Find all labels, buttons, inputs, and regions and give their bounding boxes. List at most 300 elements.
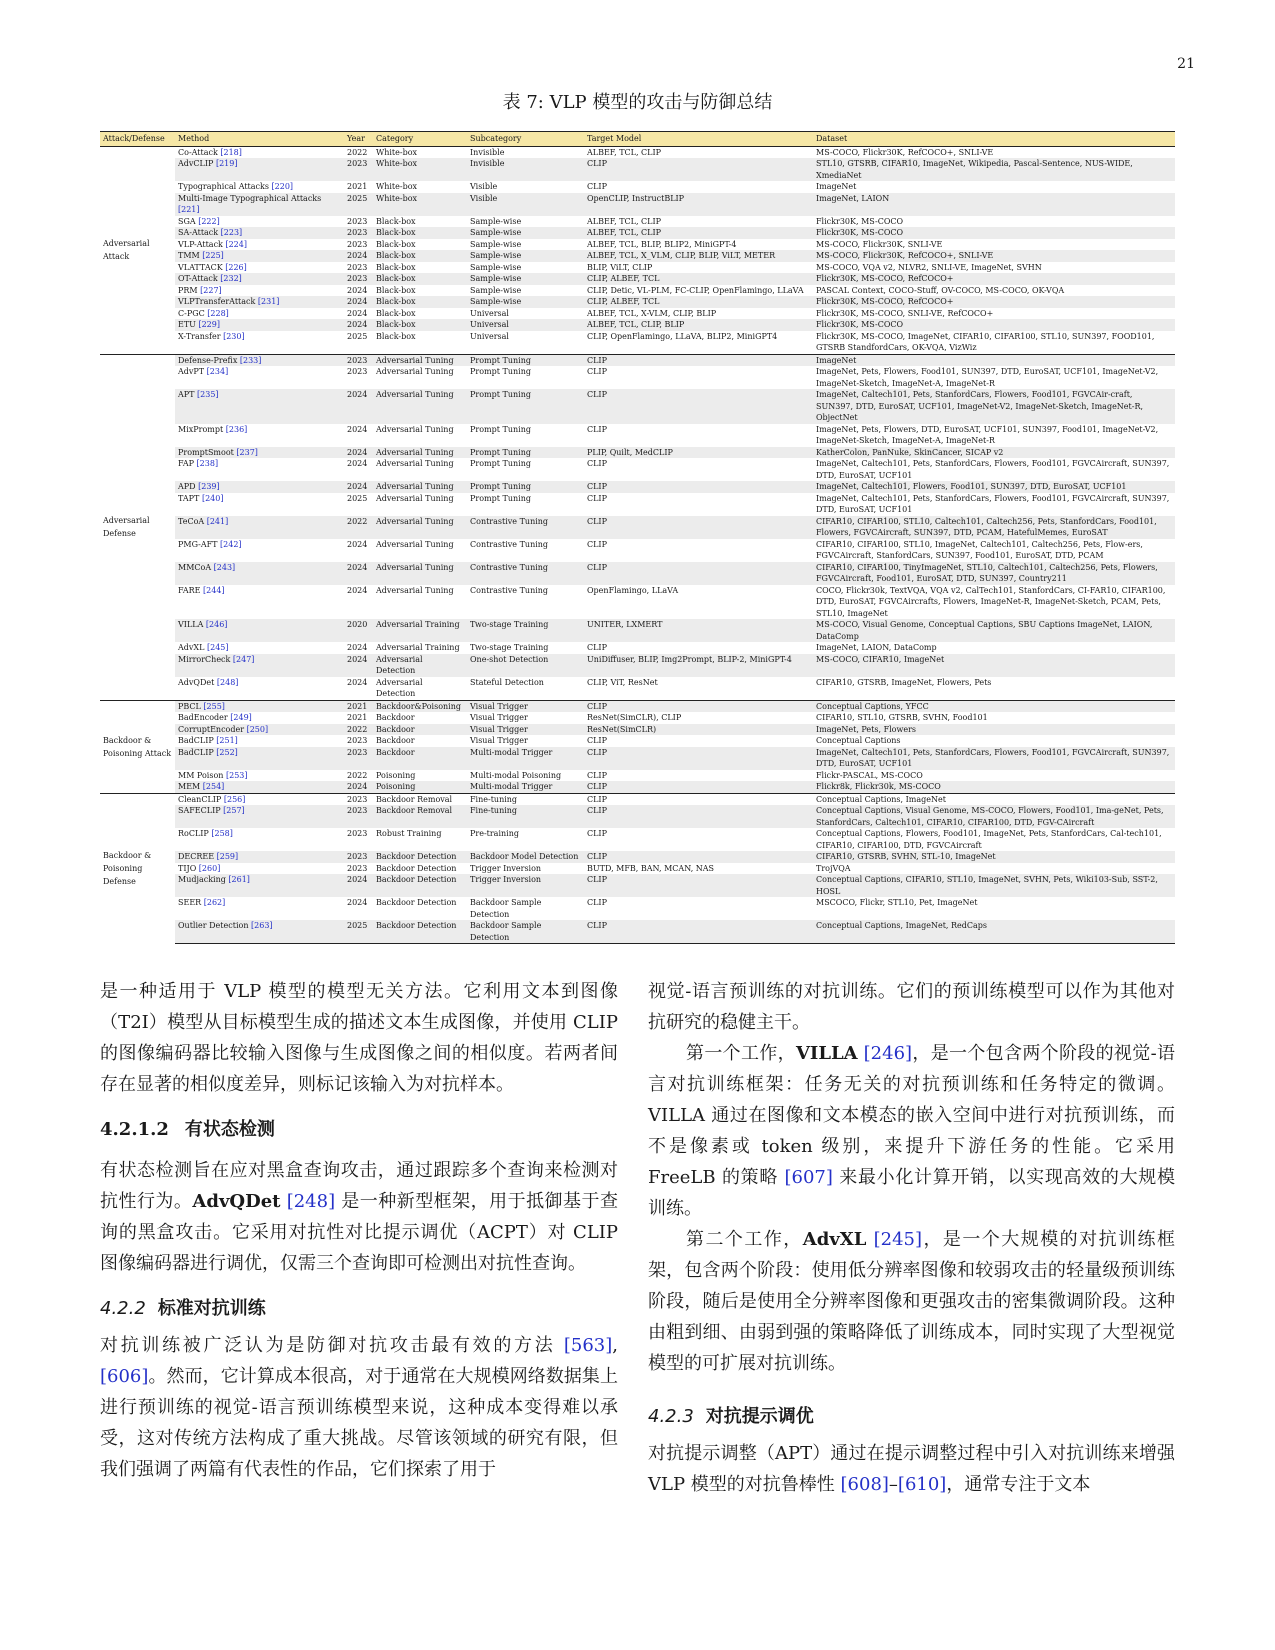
- citation-link[interactable]: [240]: [199, 493, 224, 503]
- citation-link[interactable]: [235]: [194, 390, 219, 399]
- col-header: Year: [347, 134, 365, 143]
- table-row: [100, 770, 1175, 782]
- category-cell: Backdoor: [376, 736, 415, 745]
- method-cell: [175, 735, 344, 747]
- paragraph: 视觉-语言预训练的对抗训练。它们的预训练模型可以作为其他对抗研究的稳健主干。: [648, 981, 1175, 1033]
- method-cell: [175, 308, 344, 320]
- citation-link[interactable]: [231]: [255, 297, 280, 306]
- method-name: BadCLIP: [178, 736, 214, 745]
- year-cell: 2023: [347, 367, 368, 376]
- citation-link[interactable]: [606]: [100, 1366, 149, 1387]
- category-cell: Backdoor Detection: [373, 851, 467, 863]
- category-cell: White-box: [373, 193, 467, 216]
- target-model-cell: CLIP: [584, 851, 813, 863]
- dataset-cell: Flickr30K, MS-COCO, RefCOCO+: [813, 296, 1175, 308]
- citation-link[interactable]: [262]: [201, 898, 226, 907]
- table-body: [100, 146, 1175, 944]
- method-name: MixPrompt: [178, 424, 224, 434]
- category-cell: Adversarial Tuning: [373, 562, 467, 585]
- subcategory-cell: Two-stage Training: [470, 643, 549, 652]
- subsection-heading: [100, 1293, 618, 1324]
- method-name: CleanCLIP: [178, 794, 222, 804]
- citation-link[interactable]: [225]: [199, 251, 224, 260]
- method-name: PRM: [178, 285, 198, 295]
- heading-number: 4.2.2: [100, 1298, 146, 1319]
- citation-link[interactable]: [221]: [178, 205, 200, 214]
- subcategory-cell: Sample-wise: [470, 239, 522, 249]
- method-name: FARE: [178, 585, 201, 595]
- subcategory-cell: Stateful Detection: [470, 677, 544, 687]
- target-model-cell: ALBEF, TCL, X-VLM, CLIP, BLIP: [587, 308, 717, 318]
- target-model-cell: CLIP, ALBEF, TCL: [584, 296, 813, 308]
- dataset-cell: MSCOCO, Flickr, STL10, Pet, ImageNet: [816, 898, 978, 907]
- method-cell: [175, 863, 344, 875]
- method-cell: [175, 724, 344, 736]
- table-row: [100, 181, 1175, 193]
- citation-link[interactable]: [229]: [195, 320, 220, 329]
- year-cell: 2023: [347, 239, 368, 249]
- col-header: Target Model: [587, 134, 642, 143]
- table-row: [100, 424, 1175, 447]
- year-cell: 2023: [344, 747, 373, 770]
- table-row: [100, 805, 1175, 828]
- subcategory-cell: Fine-tuning: [467, 805, 584, 828]
- table-row: [100, 146, 1175, 158]
- target-model-cell: ResNet(SimCLR): [584, 724, 813, 736]
- subcategory-cell: Backdoor Sample Detection: [470, 898, 542, 919]
- citation-link[interactable]: [610]: [897, 1474, 947, 1495]
- method-name: X-Transfer: [178, 331, 221, 341]
- citation-link[interactable]: [227]: [197, 285, 222, 295]
- target-model-cell: ResNet(SimCLR), CLIP: [587, 713, 682, 722]
- citation-link[interactable]: [255]: [200, 701, 225, 711]
- method-cell: [175, 516, 344, 539]
- citation-link[interactable]: [218]: [217, 147, 242, 157]
- citation-link[interactable]: [233]: [237, 355, 262, 365]
- method-cell: [175, 331, 344, 355]
- table-row: [100, 863, 1175, 875]
- method-name: VILLA: [178, 620, 204, 629]
- table-row: [100, 712, 1175, 724]
- category-cell: White-box: [373, 158, 467, 181]
- citation-link[interactable]: [246]: [863, 1043, 913, 1064]
- year-cell: 2024: [347, 459, 368, 468]
- subcategory-cell: Universal: [470, 308, 509, 318]
- method-name: PBCL: [178, 701, 201, 711]
- year-cell: 2023: [344, 273, 373, 285]
- method-cell: [175, 642, 344, 654]
- method-cell: [175, 227, 344, 239]
- dataset-cell: CIFAR10, CIFAR100, STL10, Caltech101, Caltech256, Pets, StanfordCars, Food101, Flowers, FGVCAircraft, SUN397, DTD, PCAM, HatefulMemes, EuroSAT: [813, 516, 1175, 539]
- method-cell: [175, 585, 344, 620]
- method-name: Typographical Attacks: [178, 182, 269, 191]
- target-model-cell: CLIP: [584, 562, 813, 585]
- method-name: Outlier Detection: [178, 921, 249, 930]
- method-name: TIJO: [178, 863, 197, 873]
- heading-title: 对抗提示调优: [705, 1406, 814, 1427]
- method-name: AdvPT: [178, 367, 205, 376]
- category-cell: Adversarial Tuning: [373, 481, 467, 493]
- dataset-cell: CIFAR10, CIFAR100, TinyImageNet, STL10, Caltech101, Caltech256, Pets, Flowers, FGVCAircraft, Food101, EuroSAT, DTD, SUN397, Country211: [813, 562, 1175, 585]
- dataset-cell: Flickr30K, MS-COCO: [816, 216, 904, 226]
- paragraph: [100, 1155, 618, 1279]
- year-cell: 2024: [347, 285, 368, 295]
- subcategory-cell: Visual Trigger: [467, 700, 584, 712]
- citation-link[interactable]: [237]: [233, 447, 258, 457]
- table-row: [100, 874, 1175, 897]
- dataset-cell: ImageNet, Pets, Flowers, Food101, SUN397, DTD, EuroSAT, UCF101, ImageNet-V2, ImageNet-Sketch, ImageNet-A, ImageNet-R: [816, 367, 1159, 388]
- year-cell: 2023: [344, 793, 373, 805]
- table-row: [100, 158, 1175, 181]
- subcategory-cell: Backdoor Model Detection: [467, 851, 584, 863]
- year-cell: 2025: [347, 331, 368, 341]
- year-cell: 2024: [344, 296, 373, 308]
- citation-link[interactable]: [608]: [840, 1474, 889, 1495]
- citation-link[interactable]: [248]: [286, 1191, 336, 1212]
- category-cell: Black-box: [376, 285, 416, 295]
- text-run: 第二个工作，: [686, 1229, 803, 1250]
- category-cell: Adversarial Tuning: [376, 459, 454, 468]
- category-cell: Poisoning: [376, 770, 416, 780]
- citation-link[interactable]: [223]: [218, 228, 243, 237]
- citation-link[interactable]: [258]: [208, 829, 233, 838]
- category-cell: Adversarial Tuning: [376, 424, 454, 434]
- citation-link[interactable]: [260]: [196, 863, 221, 873]
- dataset-cell: ImageNet: [813, 354, 1175, 366]
- citation-link[interactable]: [236]: [223, 424, 248, 434]
- citation-link[interactable]: [259]: [214, 852, 239, 861]
- method-cell: [175, 389, 344, 424]
- citation-link[interactable]: [243]: [211, 562, 236, 572]
- method-name: OT-Attack: [178, 274, 218, 283]
- dataset-cell: Flickr30K, MS-COCO, RefCOCO+: [813, 273, 1175, 285]
- category-cell: Backdoor&Poisoning: [373, 700, 467, 712]
- category-cell: Backdoor Detection: [376, 863, 457, 873]
- paragraph: 是一种适用于 VLP 模型的模型无关方法。它利用文本到图像（T2I）模型从目标模型生成的描述文本生成图像，并使用 CLIP 的图像编码器比较输入图像与生成图像之间的相似度。若两者间存在显著的相似度差异，则标记该输入为对抗样本。: [100, 981, 618, 1095]
- text-run: 。然而，它计算成本很高，对于通常在大规模网络数据集上进行预训练的视觉-语言预训练模型来说，这种成本变得难以承受，这对传统方法构成了重大挑战。尽管该领域的研究有限，但我们强调了两篇有代表性的作品，它们探索了用于: [100, 1366, 618, 1480]
- category-cell: Black-box: [376, 308, 416, 318]
- table-row: [100, 677, 1175, 701]
- target-model-cell: BLIP, ViLT, CLIP: [587, 262, 653, 272]
- method-name: SEER: [178, 898, 202, 907]
- year-cell: 2025: [344, 920, 373, 944]
- citation-link[interactable]: [251]: [213, 736, 238, 745]
- method-cell: [175, 897, 344, 920]
- category-cell: Backdoor Removal: [373, 805, 467, 828]
- group-label: Adversarial Defense: [100, 354, 175, 700]
- target-model-cell: CLIP, ViT, ResNet: [587, 677, 658, 687]
- citation-link[interactable]: [261]: [225, 875, 250, 884]
- category-cell: Adversarial Tuning: [373, 516, 467, 539]
- citation-link[interactable]: [257]: [220, 806, 245, 815]
- text-run: 来最小化计算开销，以实现高效的大规模训练。: [648, 1167, 1175, 1219]
- year-cell: 2024: [344, 481, 373, 493]
- year-cell: 2024: [344, 874, 373, 897]
- method-name: MEM: [178, 782, 201, 791]
- table-row: [100, 793, 1175, 805]
- category-cell: Adversarial Tuning: [373, 447, 467, 459]
- heading-number: 4.2.3: [648, 1406, 694, 1427]
- subcategory-cell: Visible: [470, 182, 498, 191]
- table-caption: 表 7: VLP 模型的攻击与防御总结: [502, 92, 773, 113]
- year-cell: 2021: [347, 182, 368, 191]
- target-model-cell: OpenCLIP, InstructBLIP: [584, 193, 813, 216]
- citation-link[interactable]: [241]: [204, 516, 229, 526]
- subcategory-cell: Visual Trigger: [470, 713, 528, 722]
- method-cell: [175, 146, 344, 158]
- subcategory-cell: Prompt Tuning: [467, 354, 584, 366]
- dataset-cell: ImageNet: [816, 182, 857, 191]
- category-cell: Backdoor Detection: [373, 874, 467, 897]
- subcategory-cell: Multi-modal Poisoning: [470, 770, 562, 780]
- table-row: [100, 828, 1175, 851]
- citation-link[interactable]: [222]: [195, 216, 220, 226]
- table-row: [100, 562, 1175, 585]
- method-name: RoCLIP: [178, 829, 209, 838]
- citation-link[interactable]: [253]: [223, 770, 248, 780]
- citation-link[interactable]: [239]: [195, 482, 220, 491]
- method-name: MM Poison: [178, 770, 224, 780]
- subcategory-cell: One-shot Detection: [467, 654, 584, 677]
- year-cell: 2022: [347, 770, 368, 780]
- citation-link[interactable]: [250]: [244, 724, 269, 734]
- right-text-column: [648, 976, 1175, 1500]
- citation-link[interactable]: [248]: [214, 677, 239, 687]
- method-cell: [175, 874, 344, 897]
- year-cell: 2023: [347, 829, 368, 838]
- method-cell: [175, 770, 344, 782]
- citation-link[interactable]: [246]: [203, 620, 228, 629]
- dataset-cell: ImageNet, Pets, Flowers: [813, 724, 1175, 736]
- subcategory-cell: Multi-modal Trigger: [467, 781, 584, 793]
- citation-link[interactable]: [263]: [248, 921, 273, 930]
- subcategory-cell: Universal: [470, 331, 509, 341]
- category-cell: Backdoor Removal: [373, 793, 467, 805]
- year-cell: 2023: [344, 227, 373, 239]
- table-row: [100, 250, 1175, 262]
- subcategory-cell: Contrastive Tuning: [470, 585, 549, 595]
- dataset-cell: Flickr-PASCAL, MS-COCO: [816, 770, 923, 780]
- method-cell: [175, 747, 344, 770]
- dataset-cell: ImageNet, LAION, DataComp: [816, 643, 937, 652]
- table-row: [100, 308, 1175, 320]
- category-cell: Black-box: [373, 250, 467, 262]
- category-cell: Adversarial Tuning: [376, 493, 454, 503]
- col-header: Attack/Defense: [103, 134, 165, 143]
- method-name: AdvQDet: [178, 677, 215, 687]
- subcategory-cell: Prompt Tuning: [470, 367, 531, 376]
- target-model-cell: CLIP: [587, 493, 607, 503]
- dataset-cell: CIFAR10, STL10, GTSRB, SVHN, Food101: [816, 713, 988, 722]
- citation-link[interactable]: [245]: [204, 643, 229, 652]
- category-cell: Poisoning: [373, 781, 467, 793]
- subcategory-cell: Sample-wise: [467, 273, 584, 285]
- heading-title: 有状态检测: [184, 1119, 275, 1140]
- subcategory-cell: Sample-wise: [470, 285, 522, 295]
- citation-link[interactable]: [249]: [227, 713, 252, 722]
- dataset-cell: COCO, Flickr30k, TextVQA, VQA v2, CalTech101, StanfordCars, CI-FAR10, CIFAR100, DTD, EuroSAT, FGVCAircrafts, Flowers, ImageNet-R, ImageNet-Sketch, PCAM, Pets, STL10, ImageNet: [816, 585, 1166, 618]
- citation-link[interactable]: [607]: [784, 1167, 833, 1188]
- target-model-cell: ALBEF, TCL, BLIP, BLIP2, MiniGPT-4: [587, 239, 737, 249]
- subcategory-cell: Invisible: [467, 158, 584, 181]
- col-header: Dataset: [816, 134, 848, 143]
- dataset-cell: Conceptual Captions: [816, 736, 901, 745]
- table-row: [100, 447, 1175, 459]
- method-cell: [175, 424, 344, 447]
- method-cell: [175, 285, 344, 297]
- category-cell: Black-box: [373, 227, 467, 239]
- table-row: [100, 724, 1175, 736]
- subcategory-cell: Contrastive Tuning: [467, 562, 584, 585]
- dataset-cell: Conceptual Captions, Visual Genome, MS-COCO, Flowers, Food101, Ima-geNet, Pets, StanfordCars, Caltech101, CIFAR10, CIFAR100, DTD, FGV-CAircraft: [813, 805, 1175, 828]
- table-row: [100, 319, 1175, 331]
- target-model-cell: CLIP: [584, 516, 813, 539]
- category-cell: Robust Training: [376, 829, 442, 838]
- category-cell: Backdoor: [376, 713, 415, 722]
- table-row: [100, 516, 1175, 539]
- target-model-cell: CLIP: [584, 481, 813, 493]
- subsection-heading: [648, 1401, 1175, 1432]
- citation-link[interactable]: [220]: [268, 182, 294, 191]
- citation-link[interactable]: [219]: [213, 159, 238, 168]
- category-cell: Backdoor Detection: [373, 920, 467, 944]
- method-name: Co-Attack: [178, 147, 218, 157]
- year-cell: 2024: [347, 308, 368, 318]
- subcategory-cell: Prompt Tuning: [470, 493, 531, 503]
- citation-link[interactable]: [256]: [221, 794, 246, 804]
- target-model-cell: ALBEF, TCL, CLIP: [587, 216, 662, 226]
- dataset-cell: Conceptual Captions, CIFAR10, STL10, ImageNet, SVHN, Pets, Wiki103-Sub, SST-2, HOSL: [813, 874, 1175, 897]
- citation-link[interactable]: [234]: [204, 367, 229, 376]
- dataset-cell: TrojVQA: [816, 863, 851, 873]
- subcategory-cell: Contrastive Tuning: [467, 516, 584, 539]
- table-row: [100, 227, 1175, 239]
- category-cell: Black-box: [376, 216, 416, 226]
- method-name: AdvQDet: [192, 1191, 281, 1212]
- year-cell: 2024: [344, 654, 373, 677]
- year-cell: 2023: [347, 262, 368, 272]
- category-cell: Adversarial Tuning: [376, 585, 454, 595]
- dataset-cell: ImageNet, Pets, Flowers, DTD, EuroSAT, UCF101, SUN397, Food101, ImageNet-V2, ImageNet-Sketch, ImageNet-A, ImageNet-R: [816, 424, 1159, 445]
- table-row: [100, 216, 1175, 228]
- citation-link[interactable]: [238]: [194, 459, 219, 468]
- dataset-cell: ImageNet, Caltech101, Pets, StanfordCars, Flowers, Food101, FGVCAircraft, SUN397, DTD, EuroSAT, UCF101: [813, 747, 1175, 770]
- text-run: ，是一个包含两个阶段的视觉-语言对抗训练框架：任务无关的对抗预训练和任务特定的微调。VILLA 通过在图像和文本模态的嵌入空间中进行对抗预训练，而不是像素或 token 级别，来提升下游任务的性能。它采用 FreeLB 的策略: [648, 1043, 1175, 1188]
- method-cell: [175, 920, 344, 944]
- target-model-cell: UNITER, LXMERT: [584, 619, 813, 642]
- method-name: AdvXL: [178, 643, 205, 652]
- method-cell: [175, 493, 344, 516]
- target-model-cell: CLIP: [584, 354, 813, 366]
- citation-link[interactable]: [252]: [213, 747, 238, 757]
- target-model-cell: UniDiffuser, BLIP, Img2Prompt, BLIP-2, MiniGPT-4: [584, 654, 813, 677]
- text-run: ，是一个大规模的对抗训练框架，包含两个阶段：使用低分辨率图像和较弱攻击的轻量级预训练阶段，随后是使用全分辨率图像和更强攻击的密集微调阶段。这种由粗到细、由弱到强的策略降低了训练成本，同时实现了大型视觉模型的可扩展对抗训练。: [648, 1229, 1175, 1374]
- citation-link[interactable]: [245]: [873, 1229, 922, 1250]
- method-cell: [175, 828, 344, 851]
- citation-link[interactable]: [563]: [563, 1335, 613, 1356]
- target-model-cell: CLIP: [584, 389, 813, 424]
- method-name: AdvXL: [802, 1229, 867, 1250]
- year-cell: 2024: [344, 447, 373, 459]
- page-number: 21: [1177, 56, 1195, 72]
- method-cell: [175, 539, 344, 562]
- method-name: TAPT: [178, 493, 200, 503]
- method-name: BadEncoder: [178, 713, 228, 722]
- citation-link[interactable]: [242]: [217, 539, 242, 549]
- paragraph: [100, 1330, 618, 1485]
- target-model-cell: CLIP: [587, 898, 607, 907]
- table-row: [100, 481, 1175, 493]
- target-model-cell: CLIP: [587, 643, 607, 652]
- method-cell: [175, 562, 344, 585]
- table-row: [100, 493, 1175, 516]
- year-cell: 2022: [344, 516, 373, 539]
- category-cell: Backdoor: [373, 724, 467, 736]
- target-model-cell: BUTD, MFB, BAN, MCAN, NAS: [587, 863, 715, 873]
- target-model-cell: OpenFlamingo, LLaVA: [587, 585, 679, 595]
- method-cell: [175, 458, 344, 481]
- method-name: ETU: [178, 320, 196, 329]
- table-row: [100, 539, 1175, 562]
- table-row: [100, 585, 1175, 620]
- method-name: CorruptEncoder: [178, 724, 245, 734]
- dataset-cell: Flickr8k, Flickr30k, MS-COCO: [813, 781, 1175, 793]
- citation-link[interactable]: [228]: [204, 308, 229, 318]
- dataset-cell: MS-COCO, Flickr30K, SNLI-VE: [816, 239, 943, 249]
- method-cell: [175, 216, 344, 228]
- method-name: MirrorCheck: [178, 654, 231, 664]
- year-cell: 2024: [347, 424, 368, 434]
- target-model-cell: CLIP: [587, 424, 607, 434]
- citation-link[interactable]: [230]: [220, 331, 245, 341]
- table-row: [100, 654, 1175, 677]
- year-cell: 2022: [344, 146, 373, 158]
- target-model-cell: CLIP: [584, 747, 813, 770]
- year-cell: 2024: [347, 898, 368, 907]
- category-cell: White-box: [376, 182, 418, 191]
- method-cell: [175, 851, 344, 863]
- dataset-cell: CIFAR10, CIFAR100, STL10, ImageNet, Caltech101, Caltech256, Pets, Flow-ers, FGVCAircraft, StanfordCars, SUN397, Food101, EuroSAT, DTD, PCAM: [816, 539, 1143, 560]
- citation-link[interactable]: [226]: [222, 262, 247, 272]
- citation-link[interactable]: [254]: [200, 782, 225, 791]
- method-name: VLP-Attack: [178, 239, 223, 249]
- citation-link[interactable]: [232]: [217, 274, 242, 283]
- year-cell: 2023: [344, 805, 373, 828]
- target-model-cell: ALBEF, TCL, X_VLM, CLIP, BLIP, ViLT, METER: [584, 250, 813, 262]
- citation-link[interactable]: [224]: [222, 239, 247, 249]
- citation-link[interactable]: [244]: [200, 585, 225, 595]
- year-cell: 2024: [344, 562, 373, 585]
- method-cell: [175, 654, 344, 677]
- subcategory-cell: Pre-training: [470, 829, 519, 838]
- target-model-cell: CLIP: [584, 793, 813, 805]
- subcategory-cell: Backdoor Sample Detection: [467, 920, 584, 944]
- col-header: Method: [178, 134, 210, 143]
- category-cell: Backdoor: [373, 747, 467, 770]
- text-run: 对抗训练被广泛认为是防御对抗攻击最有效的方法: [100, 1335, 564, 1356]
- year-cell: 2023: [344, 354, 373, 366]
- table-header-row: [100, 132, 1175, 147]
- table-row: [100, 285, 1175, 297]
- method-cell: [175, 250, 344, 262]
- table-row: [100, 389, 1175, 424]
- dataset-cell: STL10, GTSRB, CIFAR10, ImageNet, Wikipedia, Pascal-Sentence, NUS-WIDE, XmediaNet: [813, 158, 1175, 181]
- dataset-cell: ImageNet, Caltech101, Pets, StanfordCars, Flowers, Food101, FGVCAircraft, SUN397, DTD, EuroSAT, UCF101: [816, 459, 1170, 480]
- method-name: TeCoA: [178, 516, 205, 526]
- citation-link[interactable]: [247]: [230, 654, 255, 664]
- subcategory-cell: Trigger Inversion: [470, 863, 542, 873]
- dataset-cell: ImageNet, Caltech101, Pets, StanfordCars, Flowers, Food101, FGVCAircraft, SUN397, DTD, EuroSAT, UCF101: [816, 493, 1170, 514]
